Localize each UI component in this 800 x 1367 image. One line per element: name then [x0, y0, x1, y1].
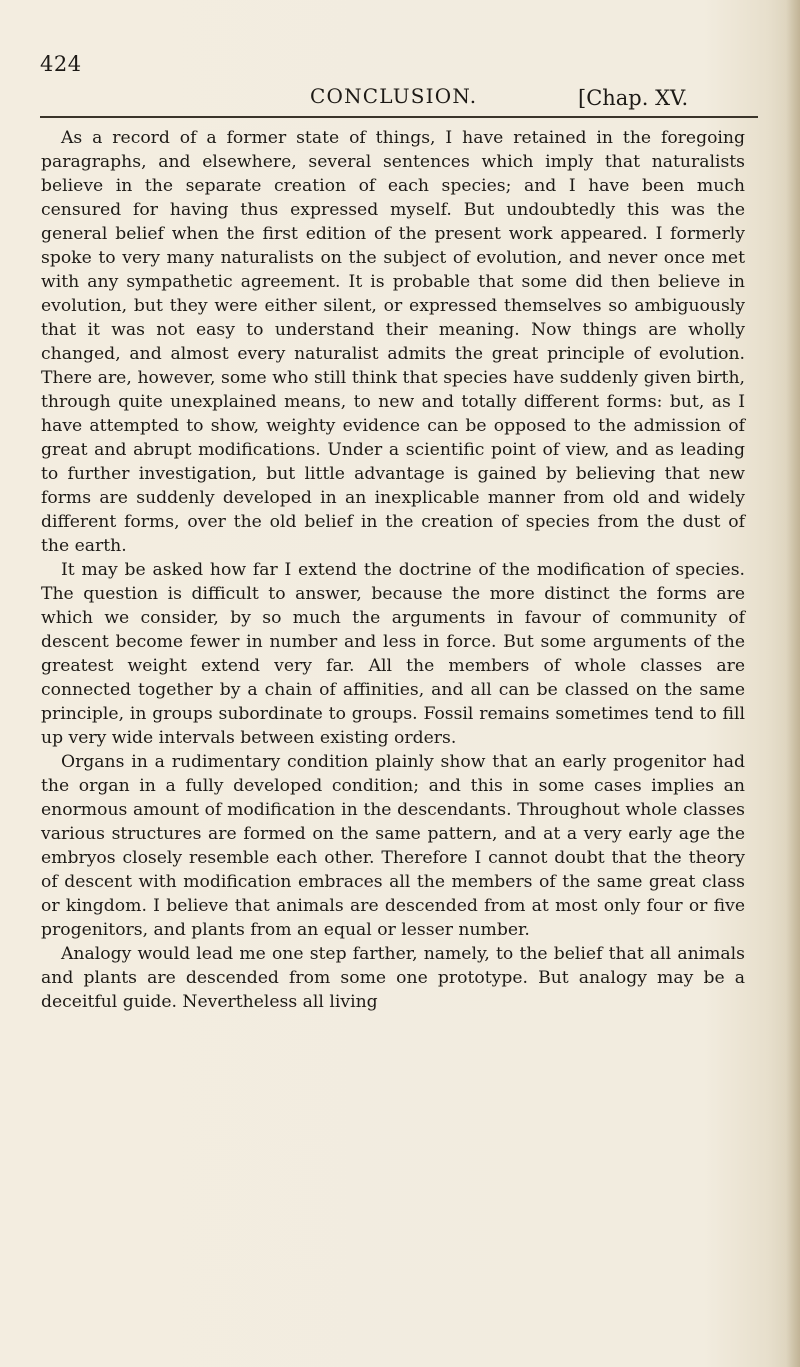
chapter-reference: [Chap. XV.: [578, 86, 689, 110]
running-head: [40, 52, 760, 110]
paragraph: Organs in a rudimentary condition plainly show that an early progenitor had the organ in a fully developed condition; and this in some cases implies an enormous amount of modification in the descendants. Throughout whole classes various structures are formed on the same pattern, and at a very early age the embryos closely resemble each other. Therefore I cannot doubt that the theory of descent with modification embraces all the members of the same great class or kingdom. I believe that animals are descended from at most only four or five progenitors, and plants from an equal or lesser number.: [41, 752, 745, 940]
body-text: [41, 126, 745, 1014]
page-number: 424: [40, 52, 82, 76]
chapter-title: CONCLUSION.: [310, 84, 478, 108]
paragraph: It may be asked how far I extend the doctrine of the modification of species. The question is difficult to answer, because the more distinct the forms are which we consider, by so much the arguments in favour of community of descent become fewer in number and less in force. But some arguments of the greatest weight extend very far. All the members of whole classes are connected together by a chain of affinities, and all can be classed on the same principle, in groups subordinate to groups. Fossil remains sometimes tend to fill up very wide intervals between existing orders.: [41, 560, 745, 748]
paragraph: Analogy would lead me one step farther, namely, to the belief that all animals and plants are descended from some one prototype. But analogy may be a deceitful guide. Nevertheless all living: [41, 944, 745, 1012]
header-rule: [40, 116, 758, 118]
page-edge-shadow: [786, 0, 800, 1367]
paragraph: As a record of a former state of things, I have retained in the foregoing paragraphs, and elsewhere, several sentences which imply that naturalists believe in the separate creation of each species; and I have been much censured for having thus expressed myself. But undoubtedly this was the general belief when the first edition of the present work appeared. I formerly spoke to very many naturalists on the subject of evolution, and never once met with any sympathetic agreement. It is probable that some did then believe in evolution, but they were either silent, or expressed themselves so ambiguously that it was not easy to understand their meaning. Now things are wholly changed, and almost every naturalist admits the great principle of evolution. There are, however, some who still think that species have suddenly given birth, through quite unexplained means, to new and totally different forms: but, as I have attempted to show, weighty evidence can be opposed to the admission of great and abrupt modifications. Under a scientific point of view, and as leading to further investigation, but little advantage is gained by believing that new forms are suddenly developed in an inexplicable manner from old and widely different forms, over the old belief in the creation of species from the dust of the earth.: [41, 128, 745, 556]
